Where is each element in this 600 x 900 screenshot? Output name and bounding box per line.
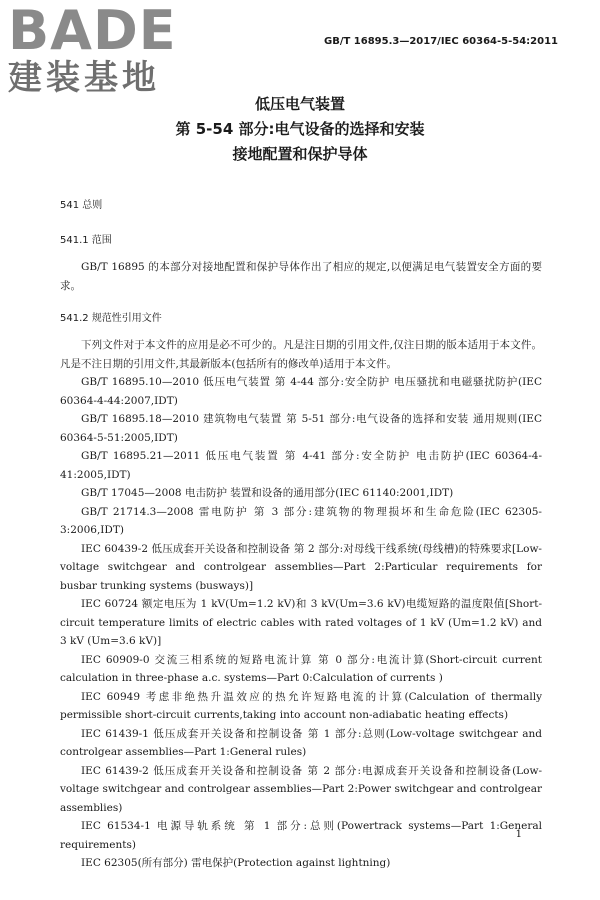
standard-number: GB/T 16895.3—2017/IEC 60364-5-54:2011	[324, 36, 558, 47]
reference-item: GB/T 16895.18—2010 建筑物电气装置 第 5-51 部分:电气设备的选择和安装 通用规则(IEC 60364-5-51:2005,IDT)	[60, 413, 542, 444]
reference-item: IEC 61439-2 低压成套开关设备和控制设备 第 2 部分:电源成套开关设备和控制设备(Low-voltage switchgear and controlgear assemblies—Part 2:Power switchgear and controlgear assemblies)	[60, 764, 542, 814]
section-541-1-heading: 541.1 范围	[60, 235, 112, 246]
reference-list	[60, 373, 542, 873]
reference-item: GB/T 21714.3—2008 雷电防护 第 3 部分:建筑物的物理损坏和生命危险(IEC 62305-3:2006,IDT)	[60, 505, 542, 536]
reference-item: GB/T 16895.10—2010 低压电气装置 第 4-44 部分:安全防护 电压骚扰和电磁骚扰防护(IEC 60364-4-44:2007,IDT)	[60, 376, 542, 407]
reference-item: IEC 60439-2 低压成套开关设备和控制设备 第 2 部分:对母线干线系统(母线槽)的特殊要求[Low-voltage switchgear and controlgear assemblies—Part 2:Particular requirements for busbar trunking systems (busways)]	[60, 542, 542, 592]
reference-item: IEC 61534-1 电源导轨系统 第 1 部分:总则(Powertrack systems—Part 1:General requirements)	[60, 820, 542, 851]
title-line-3: 接地配置和保护导体	[232, 145, 368, 163]
references-intro: 下列文件对于本文件的应用是必不可少的。凡是注日期的引用文件,仅注日期的版本适用于本文件。凡是不注日期的引用文件,其最新版本(包括所有的修改单)适用于本文件。	[60, 339, 542, 370]
document-body	[60, 196, 542, 873]
section-541-heading: 541 总则	[60, 200, 103, 211]
logo-subtitle: 建装基地	[8, 58, 160, 98]
reference-item: IEC 60949 考虑非绝热升温效应的热允许短路电流的计算(Calculation of thermally permissible short-circuit currents,taking into account non-adiabatic heating effects)	[60, 690, 542, 721]
reference-item: GB/T 16895.21—2011 低压电气装置 第 4-41 部分:安全防护 电击防护(IEC 60364-4-41:2005,IDT)	[60, 450, 542, 481]
scope-paragraph: GB/T 16895 的本部分对接地配置和保护导体作出了相应的规定,以便满足电气装置安全方面的要求。	[60, 261, 542, 292]
document-title	[0, 92, 600, 167]
reference-item: GB/T 17045—2008 电击防护 装置和设备的通用部分(IEC 61140:2001,IDT)	[81, 487, 454, 499]
reference-item: IEC 62305(所有部分) 雷电保护(Protection against lightning)	[81, 857, 391, 869]
reference-item: IEC 61439-1 低压成套开关设备和控制设备 第 1 部分:总则(Low-voltage switchgear and controlgear assemblies—Part 1:General rules)	[60, 727, 542, 758]
page-number: 1	[515, 829, 522, 840]
title-line-2: 第 5-54 部分:电气设备的选择和安装	[175, 120, 425, 138]
logo-wordmark: BADE	[8, 0, 177, 62]
reference-item: IEC 60724 额定电压为 1 kV(Um=1.2 kV)和 3 kV(Um=3.6 kV)电缆短路的温度限值[Short-circuit temperature limits of electric cables with rated voltages of 1 kV (Um=1.2 kV) and 3 kV (Um=3.6 kV)]	[60, 598, 542, 647]
brand-logo	[8, 0, 178, 98]
reference-item: IEC 60909-0 交流三相系统的短路电流计算 第 0 部分:电流计算(Short-circuit current calculation in three-phase a.c. systems—Part 0:Calculation of currents )	[60, 653, 542, 684]
section-541-2-heading: 541.2 规范性引用文件	[60, 313, 162, 324]
title-line-1: 低压电气装置	[254, 95, 345, 113]
